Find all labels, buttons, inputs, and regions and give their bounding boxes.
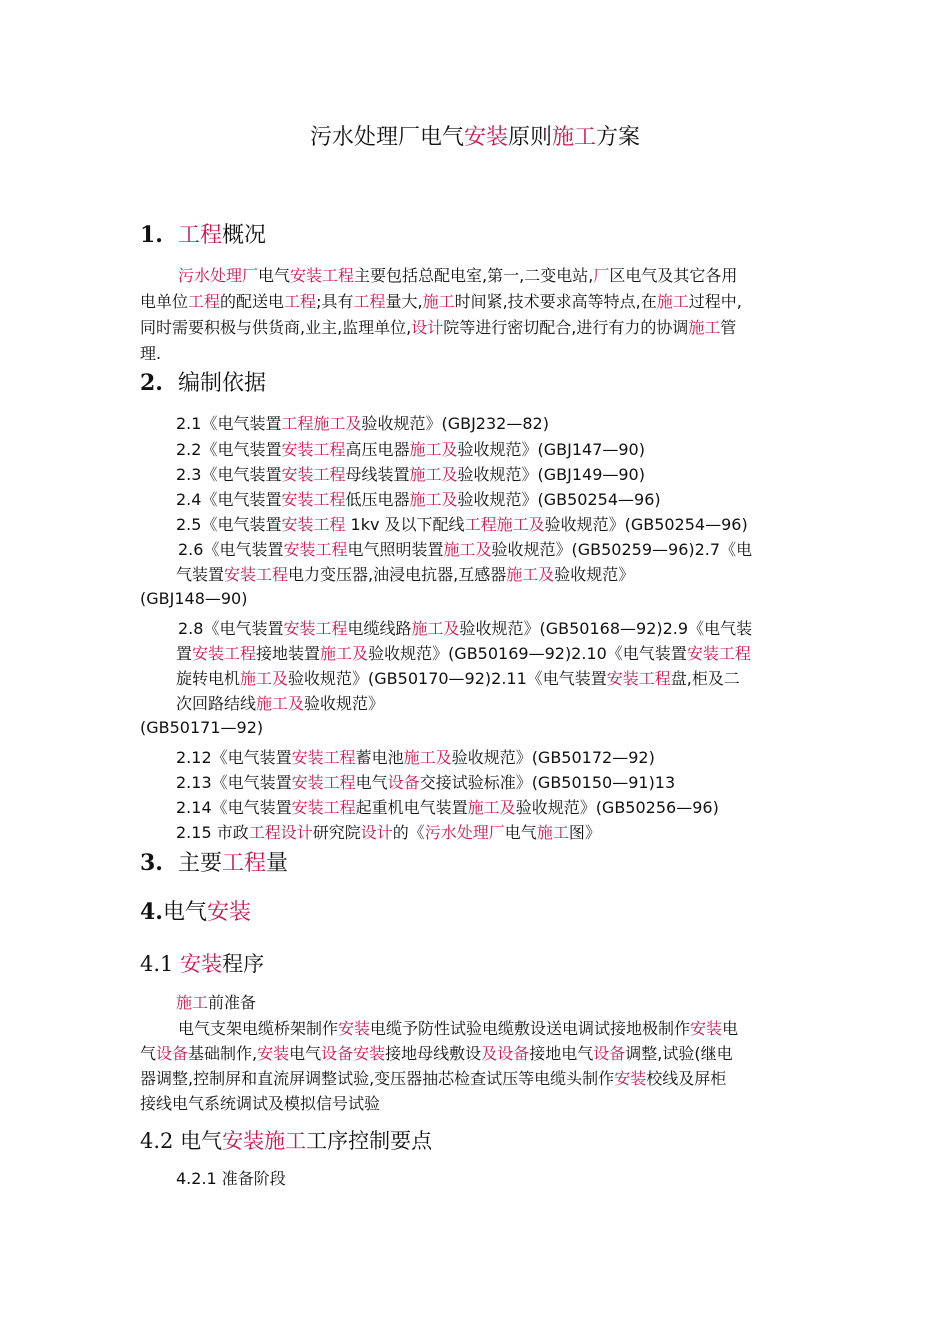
text-run: 验收规范》 — [554, 565, 635, 584]
highlighted-text: 施工及 — [409, 440, 458, 459]
highlighted-text: 设计 — [360, 823, 393, 842]
prep-label — [176, 990, 256, 1013]
highlighted-text: 安装工程 — [192, 644, 257, 663]
text-run: 验收规范》(GB50172—92) — [451, 748, 655, 767]
text-run: 电气 — [355, 773, 388, 792]
text-run: 验收规范》 — [304, 694, 385, 713]
highlighted-text: 安装工程 — [281, 440, 346, 459]
paragraph-line — [140, 1066, 726, 1089]
text-run: 电缆予防性试验电缆敷设送电调试接地极制作 — [370, 1019, 691, 1038]
reference-line — [176, 411, 549, 434]
text-run: 2.2《电气装置 — [176, 440, 282, 459]
reference-line — [176, 512, 748, 535]
text-run: 管 — [720, 318, 737, 337]
highlighted-text: 施工及 — [409, 490, 458, 509]
reference-line — [176, 641, 751, 664]
highlighted-text: 施工及 — [443, 540, 492, 559]
section-2-heading — [140, 366, 266, 397]
highlighted-text: 安装工程 — [283, 540, 348, 559]
text-run: 的配送电 — [220, 292, 285, 311]
text-run: 盘,柜及二 — [670, 669, 740, 688]
highlighted-text: 施工 — [656, 292, 689, 311]
text-run: 4.1 — [140, 952, 181, 976]
highlighted-text: 施工 — [176, 993, 209, 1012]
highlighted-text: 工程 — [353, 292, 386, 311]
text-run: 的《 — [392, 823, 425, 842]
reference-line — [176, 770, 675, 793]
highlighted-text: 及设备 — [481, 1044, 530, 1063]
text-run: 低压电器 — [345, 490, 410, 509]
text-run: 2.14《电气装置 — [176, 798, 292, 817]
highlighted-text: 污水处理厂 — [424, 823, 505, 842]
text-run: 4.2 电气 — [140, 1129, 223, 1153]
text-run: 电 — [722, 1019, 739, 1038]
subsection-4-2-1 — [176, 1166, 286, 1189]
paragraph-line — [140, 1041, 733, 1064]
paragraph-line — [140, 341, 161, 364]
highlighted-text: 安装 — [338, 1019, 371, 1038]
text-run: 过程中, — [688, 292, 742, 311]
highlighted-text: 安装工程 — [291, 773, 356, 792]
highlighted-text: 施工及 — [411, 619, 460, 638]
highlighted-text: 安装工程 — [291, 798, 356, 817]
highlighted-text: 安装 — [206, 900, 251, 925]
highlighted-text: 施工 — [536, 823, 569, 842]
text-run: 接地装置 — [256, 644, 321, 663]
highlighted-text: 安装工程 — [281, 465, 346, 484]
section-number: 1. — [140, 222, 163, 248]
text-run: (GBJ148—90) — [140, 589, 248, 608]
text-run: 2.5《电气装置 — [176, 515, 282, 534]
paragraph-line — [140, 1091, 380, 1114]
text-run: 验收规范》(GB50168—92)2.9《电气装 — [459, 619, 753, 638]
text-run: 程序 — [222, 952, 265, 976]
highlighted-text: 安装工程 — [281, 490, 346, 509]
text-run: 前准备 — [208, 993, 257, 1012]
section-title — [178, 371, 266, 396]
highlighted-text: 设备 — [387, 773, 420, 792]
text-run: 高压电器 — [345, 440, 410, 459]
text-run: 电气 — [162, 900, 207, 925]
highlighted-text: 设备 — [593, 1044, 626, 1063]
reference-line — [176, 437, 645, 460]
reference-line — [178, 537, 752, 560]
text-run: 原则 — [507, 125, 552, 150]
highlighted-text: 施工及 — [240, 669, 289, 688]
text-run: 接线电气系统调试及模拟信号试验 — [140, 1094, 381, 1113]
highlighted-text: 施工及 — [403, 748, 452, 767]
highlighted-text: 安装 — [180, 952, 223, 976]
text-run: 交接试验标准》(GB50150—91)13 — [419, 773, 676, 792]
text-run: 1kv 及以下配线 — [345, 515, 465, 534]
highlighted-text: 安装工程 — [281, 515, 346, 534]
highlighted-text: 安装 — [463, 125, 508, 150]
text-run: 院等进行密切配合,进行有力的协调 — [443, 318, 689, 337]
highlighted-text: 工程施工及 — [464, 515, 545, 534]
text-run: 电力变压器,油浸电抗器,互感器 — [288, 565, 507, 584]
text-run: 污水处理厂电气 — [309, 125, 464, 150]
text-run: 同时需要积极与供货商,业主,监理单位, — [140, 318, 412, 337]
reference-line — [176, 795, 719, 818]
highlighted-text: 安装 — [257, 1044, 290, 1063]
highlighted-text: 安装工程 — [283, 619, 348, 638]
text-run: 验收规范》(GB50256—96) — [515, 798, 719, 817]
text-run: 主要 — [178, 851, 223, 876]
section-number: 2. — [140, 370, 163, 396]
highlighted-text: 工程施工及 — [281, 414, 362, 433]
text-run: 电单位 — [140, 292, 189, 311]
text-run: 蓄电池 — [355, 748, 404, 767]
text-run: 编制依据 — [178, 371, 267, 396]
highlighted-text: 施工及 — [409, 465, 458, 484]
paragraph-line — [140, 315, 736, 338]
text-run: 验收规范》(GBJ232—82) — [361, 414, 549, 433]
reference-line — [176, 462, 645, 485]
section-4-heading — [140, 895, 251, 926]
highlighted-text: 安装工程 — [224, 565, 289, 584]
text-run: 接地母线敷设 — [385, 1044, 482, 1063]
highlighted-text: 施工及 — [506, 565, 555, 584]
highlighted-text: 污水处理厂 — [178, 266, 259, 285]
text-run: 气装置 — [176, 565, 225, 584]
text-run: 图》 — [568, 823, 601, 842]
highlighted-text: 施工及 — [256, 694, 305, 713]
text-run: 验收规范》(GB50169—92)2.10《电气装置 — [368, 644, 687, 663]
text-run: 方案 — [596, 125, 641, 150]
text-run: 电缆线路 — [347, 619, 412, 638]
text-run: 验收规范》(GBJ147—90) — [457, 440, 645, 459]
text-run: 2.15 市政 — [176, 823, 249, 842]
text-run: 电气 — [289, 1044, 322, 1063]
text-run: 验收规范》(GB50259—96)2.7《电 — [491, 540, 753, 559]
reference-line — [176, 820, 601, 843]
highlighted-text: 设备 — [156, 1044, 189, 1063]
highlighted-text: 安装工程 — [606, 669, 671, 688]
text-run: 电气 — [258, 266, 291, 285]
text-run: 时间紧,技术要求高等特点,在 — [454, 292, 657, 311]
text-run: 校线及屏柜 — [646, 1069, 727, 1088]
paragraph-line — [178, 263, 737, 286]
text-run: 区电气及其它各用 — [609, 266, 738, 285]
highlighted-text: 工程 — [284, 292, 317, 311]
text-run: 母线装置 — [345, 465, 410, 484]
text-run: 电气支架电缆桥架制作 — [178, 1019, 339, 1038]
highlighted-text: 施工 — [552, 125, 597, 150]
text-run: 2.13《电气装置 — [176, 773, 292, 792]
section-number: 3. — [140, 850, 163, 876]
section-4-1-heading — [140, 948, 264, 978]
text-run: 验收规范》(GB50254—96) — [544, 515, 748, 534]
text-run: 量 — [266, 851, 289, 876]
text-run: 次回路结线 — [176, 694, 257, 713]
paragraph-line — [178, 1016, 738, 1039]
highlighted-text: 设计 — [411, 318, 444, 337]
text-run: 调整,试验(继电 — [625, 1044, 733, 1063]
text-run: 2.3《电气装置 — [176, 465, 282, 484]
text-run: 验收规范》(GBJ149—90) — [457, 465, 645, 484]
highlighted-text: 施工及 — [320, 644, 369, 663]
highlighted-text: 工程设计 — [248, 823, 313, 842]
highlighted-text: 安装工程 — [291, 748, 356, 767]
reference-line — [140, 589, 247, 608]
text-run: 工序控制要点 — [306, 1129, 433, 1153]
reference-line — [176, 745, 655, 768]
text-run: 起重机电气装置 — [355, 798, 468, 817]
text-run: 研究院 — [312, 823, 361, 842]
text-run: 器调整,控制屏和直流屏调整试验,变压器抽芯检查试压等电缆头制作 — [140, 1069, 615, 1088]
reference-line — [176, 562, 634, 585]
highlighted-text: 安装 — [614, 1069, 647, 1088]
highlighted-text: 工程 — [222, 851, 267, 876]
section-4-2-heading — [140, 1125, 432, 1155]
highlighted-text: 厂 — [593, 266, 610, 285]
highlighted-text: 安装工程 — [686, 644, 751, 663]
text-run: ;具有 — [316, 292, 354, 311]
text-run: 4.2.1 准备阶段 — [176, 1169, 286, 1188]
text-run: 置 — [176, 644, 193, 663]
highlighted-text: 施工 — [422, 292, 455, 311]
text-run: 概况 — [222, 223, 267, 248]
reference-line — [176, 487, 661, 510]
text-run: 气 — [140, 1044, 157, 1063]
text-run: (GB50171—92) — [140, 718, 264, 737]
reference-line — [178, 616, 752, 639]
highlighted-text: 施工 — [688, 318, 721, 337]
text-run: 量大, — [385, 292, 423, 311]
highlighted-text: 工程 — [188, 292, 221, 311]
highlighted-text: 工程 — [178, 223, 223, 248]
section-title — [178, 223, 266, 248]
section-3-heading — [140, 846, 288, 877]
highlighted-text: 安装工程 — [290, 266, 355, 285]
text-run: 2.4《电气装置 — [176, 490, 282, 509]
text-run: 电气 — [504, 823, 537, 842]
text-run: 2.1《电气装置 — [176, 414, 282, 433]
text-run: 2.8《电气装置 — [178, 619, 284, 638]
text-run: 2.12《电气装置 — [176, 748, 292, 767]
text-run: 理. — [140, 344, 162, 363]
text-run: 验收规范》(GB50170—92)2.11《电气装置 — [288, 669, 607, 688]
text-run: 2.6《电气装置 — [178, 540, 284, 559]
section-title — [178, 851, 288, 876]
text-run: 电气照明装置 — [347, 540, 444, 559]
page-title — [0, 120, 950, 151]
reference-line — [176, 666, 740, 689]
section-1-heading — [140, 218, 266, 249]
reference-line — [140, 718, 263, 737]
text-run: 接地电气 — [529, 1044, 594, 1063]
highlighted-text: 安装 — [690, 1019, 723, 1038]
text-run: 4. — [140, 899, 163, 925]
reference-line — [176, 691, 384, 714]
text-run: 验收规范》(GB50254—96) — [457, 490, 661, 509]
paragraph-line — [140, 289, 742, 312]
text-run: 旋转电机 — [176, 669, 241, 688]
text-run: 主要包括总配电室,第一,二变电站, — [354, 266, 594, 285]
highlighted-text: 设备安装 — [321, 1044, 386, 1063]
text-run: 基础制作, — [188, 1044, 258, 1063]
highlighted-text: 施工及 — [467, 798, 516, 817]
highlighted-text: 安装施工 — [222, 1129, 307, 1153]
